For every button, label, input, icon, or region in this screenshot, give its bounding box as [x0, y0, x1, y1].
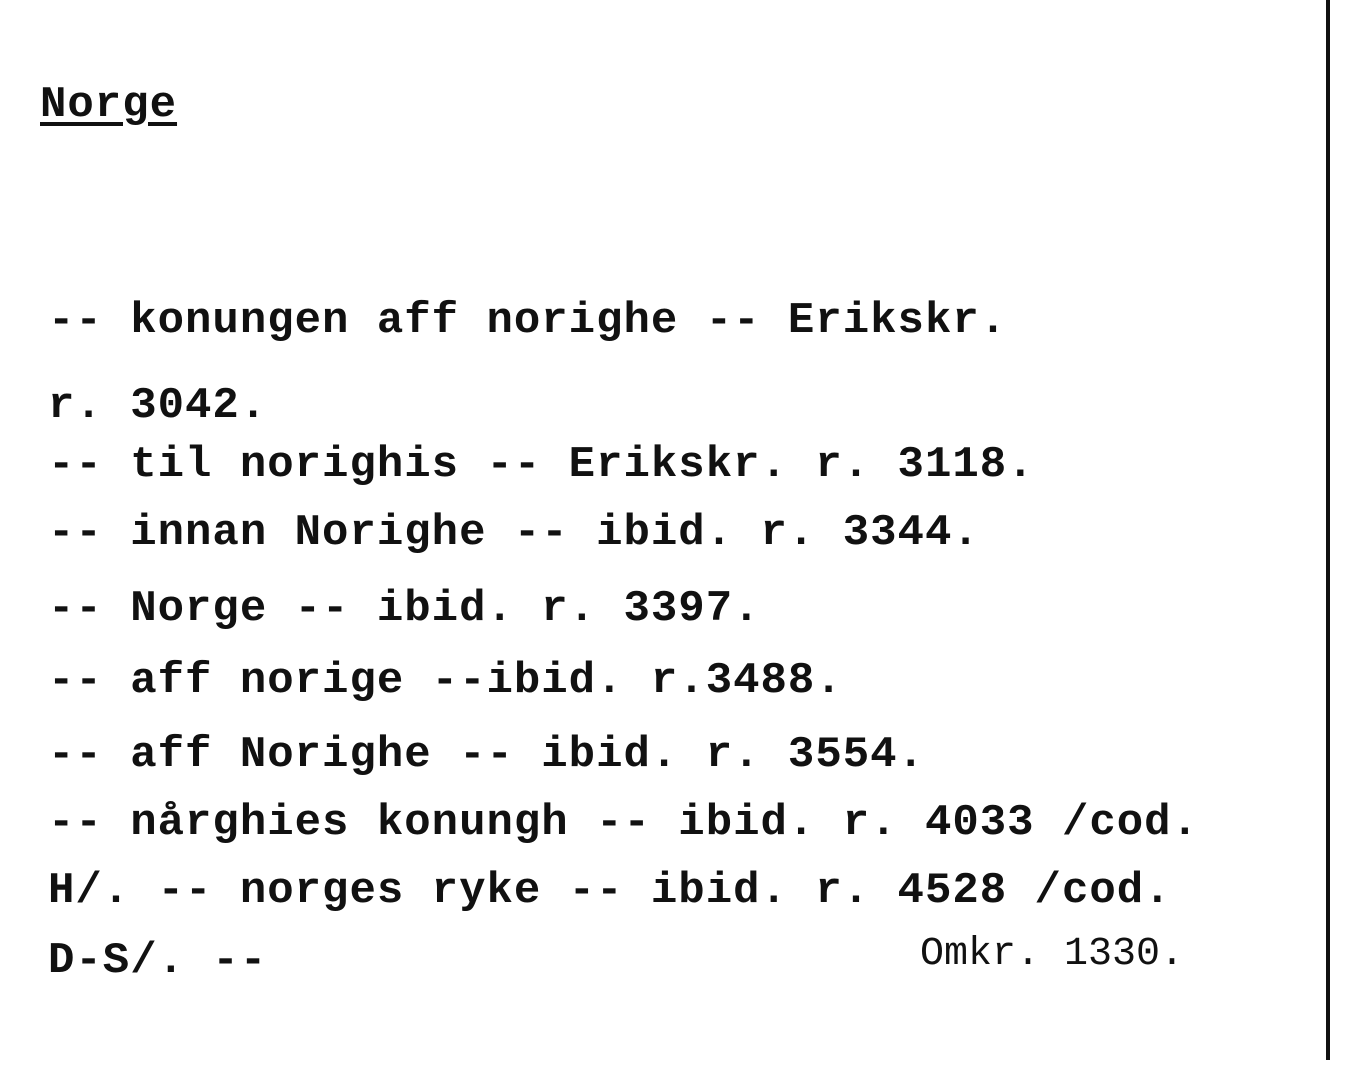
- entry-line-1: -- konungen aff norighe -- Erikskr.: [48, 296, 1008, 346]
- date-note: Omkr. 1330.: [920, 932, 1185, 977]
- entry-line-2: r. 3042.: [48, 381, 268, 431]
- entry-line-5: -- Norge -- ibid. r. 3397.: [48, 584, 761, 634]
- entry-line-8: -- nårghies konungh -- ibid. r. 4033 /cod.: [48, 798, 1199, 848]
- entry-line-7: -- aff Norighe -- ibid. r. 3554.: [48, 730, 925, 780]
- card-heading: Norge: [40, 80, 178, 130]
- entry-line-3: -- til norighis -- Erikskr. r. 3118.: [48, 440, 1035, 490]
- entry-line-10: D-S/. --: [48, 936, 268, 986]
- entry-line-6: -- aff norige --ibid. r.3488.: [48, 656, 843, 706]
- entry-line-4: -- innan Norighe -- ibid. r. 3344.: [48, 508, 980, 558]
- card-right-border: [1326, 0, 1330, 1060]
- entry-line-9: H/. -- norges ryke -- ibid. r. 4528 /cod.: [48, 866, 1172, 916]
